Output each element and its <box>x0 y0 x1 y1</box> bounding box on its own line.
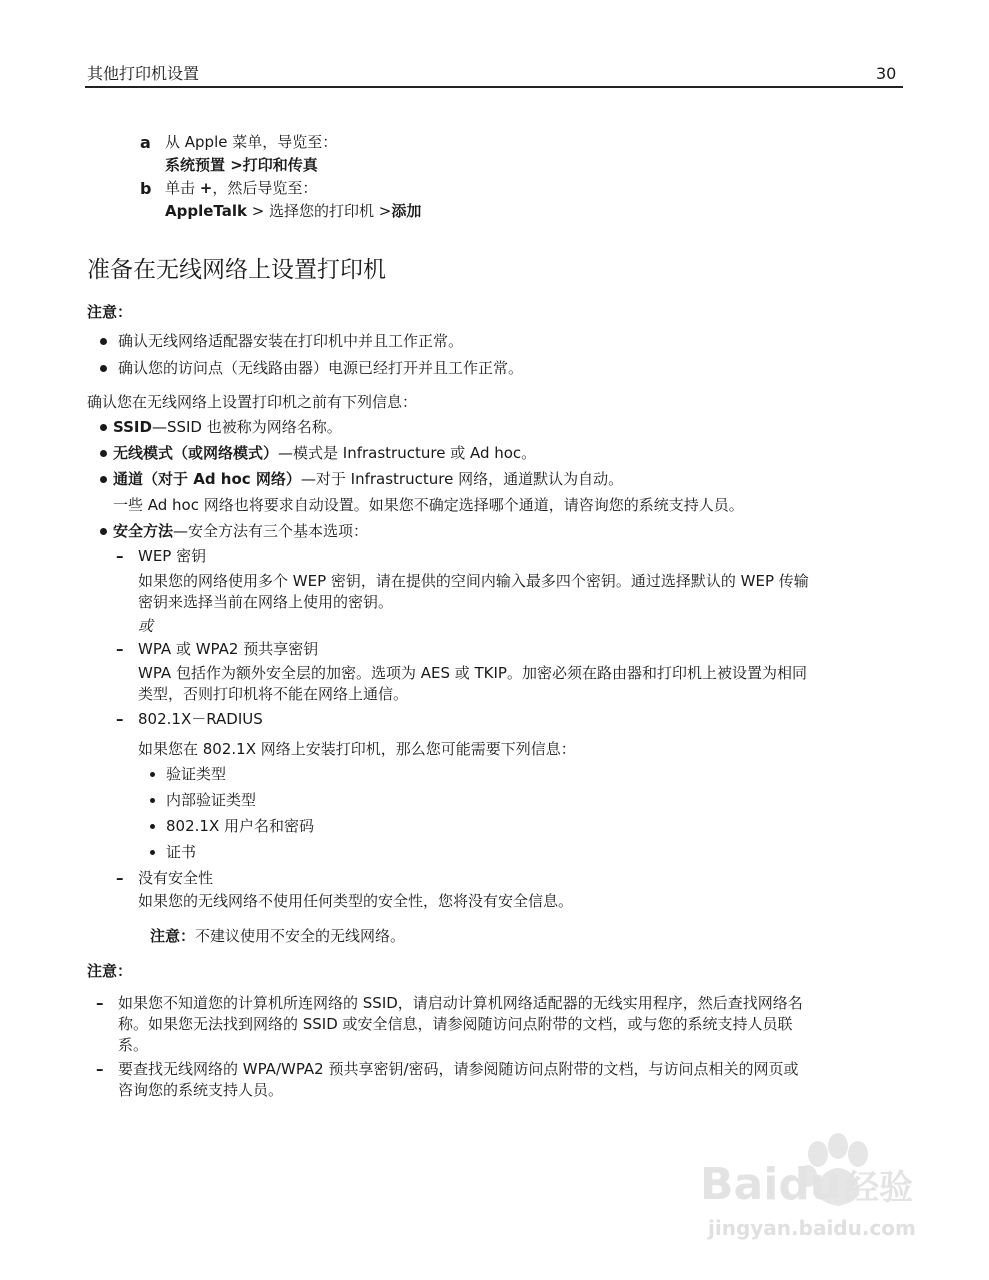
note-label-1: 注意： <box>87 303 133 321</box>
none-text: 如果您的无线网络不使用任何类型的安全性，您将没有安全信息。 <box>138 892 574 910</box>
mode-text: —模式是 Infrastructure 或 Ad hoc。 <box>278 444 537 462</box>
dash-marker: – <box>116 547 124 565</box>
watermark-brand-cn: 经验 <box>845 1168 914 1208</box>
dash-marker: – <box>116 640 124 658</box>
bullet-dot <box>100 476 107 483</box>
step-b-pre: 单击 <box>165 179 200 197</box>
step-b-plus: + <box>199 179 213 197</box>
x-item-1: 验证类型 <box>166 765 227 783</box>
wep-line2: 密钥来选择当前在网络上使用的密钥。 <box>138 593 394 611</box>
bullet-dot <box>150 798 155 803</box>
ssid-label: SSID <box>113 418 152 436</box>
wep-line1: 如果您的网络使用多个 WEP 密钥，请在提供的空间内输入最多四个密钥。通过选择默认的 WEP 传输 <box>138 572 809 590</box>
security-label: 安全方法 <box>113 522 174 540</box>
final-note-2-line1: 要查找无线网络的 WPA/WPA2 预共享密钥/密码，请参阅随访问点附带的文档，与访问点相关的网页或 <box>118 1060 799 1078</box>
or-text: 或 <box>138 617 154 635</box>
bullet-dot <box>100 365 107 372</box>
bullet-dot <box>100 450 107 457</box>
section-heading: 准备在无线网络上设置打印机 <box>87 257 386 283</box>
step-b-line1 <box>165 178 317 199</box>
header-rule <box>85 86 903 88</box>
none-note <box>150 926 405 947</box>
step-b-letter: b <box>140 179 152 198</box>
note-bullet-1: 确认无线网络适配器安装在打印机中并且工作正常。 <box>118 332 464 350</box>
final-note-1-line2: 称。如果您无法找到网络的 SSID 或安全信息，请参阅随访问点附带的文档，或与您的系统支持人员联 <box>118 1015 793 1033</box>
step-b-path <box>165 201 421 222</box>
intro-text: 确认您在无线网络上设置打印机之前有下列信息： <box>87 393 418 411</box>
header-title: 其他打印机设置 <box>87 64 200 83</box>
ssid-text: —SSID 也被称为网络名称。 <box>151 418 342 436</box>
step-a-letter: a <box>140 133 151 152</box>
dash-marker: – <box>96 1060 104 1078</box>
bullet-dot <box>100 424 107 431</box>
bullet-dot <box>150 850 155 855</box>
step-a-line1: 从 Apple 菜单，导览至： <box>165 133 338 151</box>
dash-marker: – <box>116 869 124 887</box>
info-security <box>113 521 368 542</box>
step-b-appletalk: AppleTalk <box>165 202 247 220</box>
none-note-label: 注意： <box>150 927 196 945</box>
watermark-brand2: du <box>778 1159 842 1210</box>
bullet-dot <box>100 528 107 535</box>
channel-sub: 一些 Ad hoc 网络也将要求自动设置。如果您不确定选择哪个通道，请咨询您的系统支持人员。 <box>113 496 744 514</box>
none-note-text: 不建议使用不安全的无线网络。 <box>195 927 406 945</box>
x-item-3: 802.1X 用户名和密码 <box>166 817 314 835</box>
note-bullet-2: 确认您的访问点（无线路由器）电源已经打开并且工作正常。 <box>118 359 524 377</box>
x-item-2: 内部验证类型 <box>166 791 257 809</box>
mode-label: 无线模式（或网络模式） <box>113 444 279 462</box>
none-title: 没有安全性 <box>138 869 214 887</box>
bullet-dot <box>100 338 107 345</box>
x-title: 802.1X－RADIUS <box>138 710 263 728</box>
step-b-mid: > 选择您的打印机 > <box>246 202 392 220</box>
note-label-2: 注意： <box>87 962 133 980</box>
baidu-watermark <box>700 1120 940 1270</box>
final-note-2-line2: 咨询您的系统支持人员。 <box>118 1081 284 1099</box>
wpa-line1: WPA 包括作为额外安全层的加密。选项为 AES 或 TKIP。加密必须在路由器和打印机上被设置为相同 <box>138 664 807 682</box>
channel-label: 通道（对于 Ad hoc 网络） <box>113 470 301 488</box>
step-b-add: 添加 <box>391 202 422 220</box>
final-note-1-line1: 如果您不知道您的计算机所连网络的 SSID，请启动计算机网络适配器的无线实用程序，然后查找网络名 <box>118 994 803 1012</box>
step-b-post: ，然后导览至： <box>212 179 318 197</box>
wep-title: WEP 密钥 <box>138 547 207 565</box>
dash-marker: – <box>96 994 104 1012</box>
page-number: 30 <box>876 64 897 83</box>
bullet-dot <box>150 824 155 829</box>
watermark-url: jingyan.baidu.com <box>708 1216 916 1240</box>
dash-marker: – <box>116 710 124 728</box>
info-mode <box>113 443 536 464</box>
step-a-path: 系统预置 >打印和传真 <box>165 156 318 174</box>
bullet-dot <box>150 772 155 777</box>
wpa-title: WPA 或 WPA2 预共享密钥 <box>138 640 319 658</box>
watermark-brand: Bai <box>700 1159 779 1210</box>
final-note-1-line3: 系。 <box>118 1036 149 1054</box>
x-item-4: 证书 <box>166 843 197 861</box>
info-ssid <box>113 417 342 438</box>
info-channel <box>113 469 623 490</box>
security-text: —安全方法有三个基本选项： <box>173 522 369 540</box>
channel-text: —对于 Infrastructure 网络，通道默认为自动。 <box>300 470 624 488</box>
wpa-line2: 类型，否则打印机将不能在网络上通信。 <box>138 685 409 703</box>
x-intro: 如果您在 802.1X 网络上安装打印机，那么您可能需要下列信息： <box>138 740 576 758</box>
